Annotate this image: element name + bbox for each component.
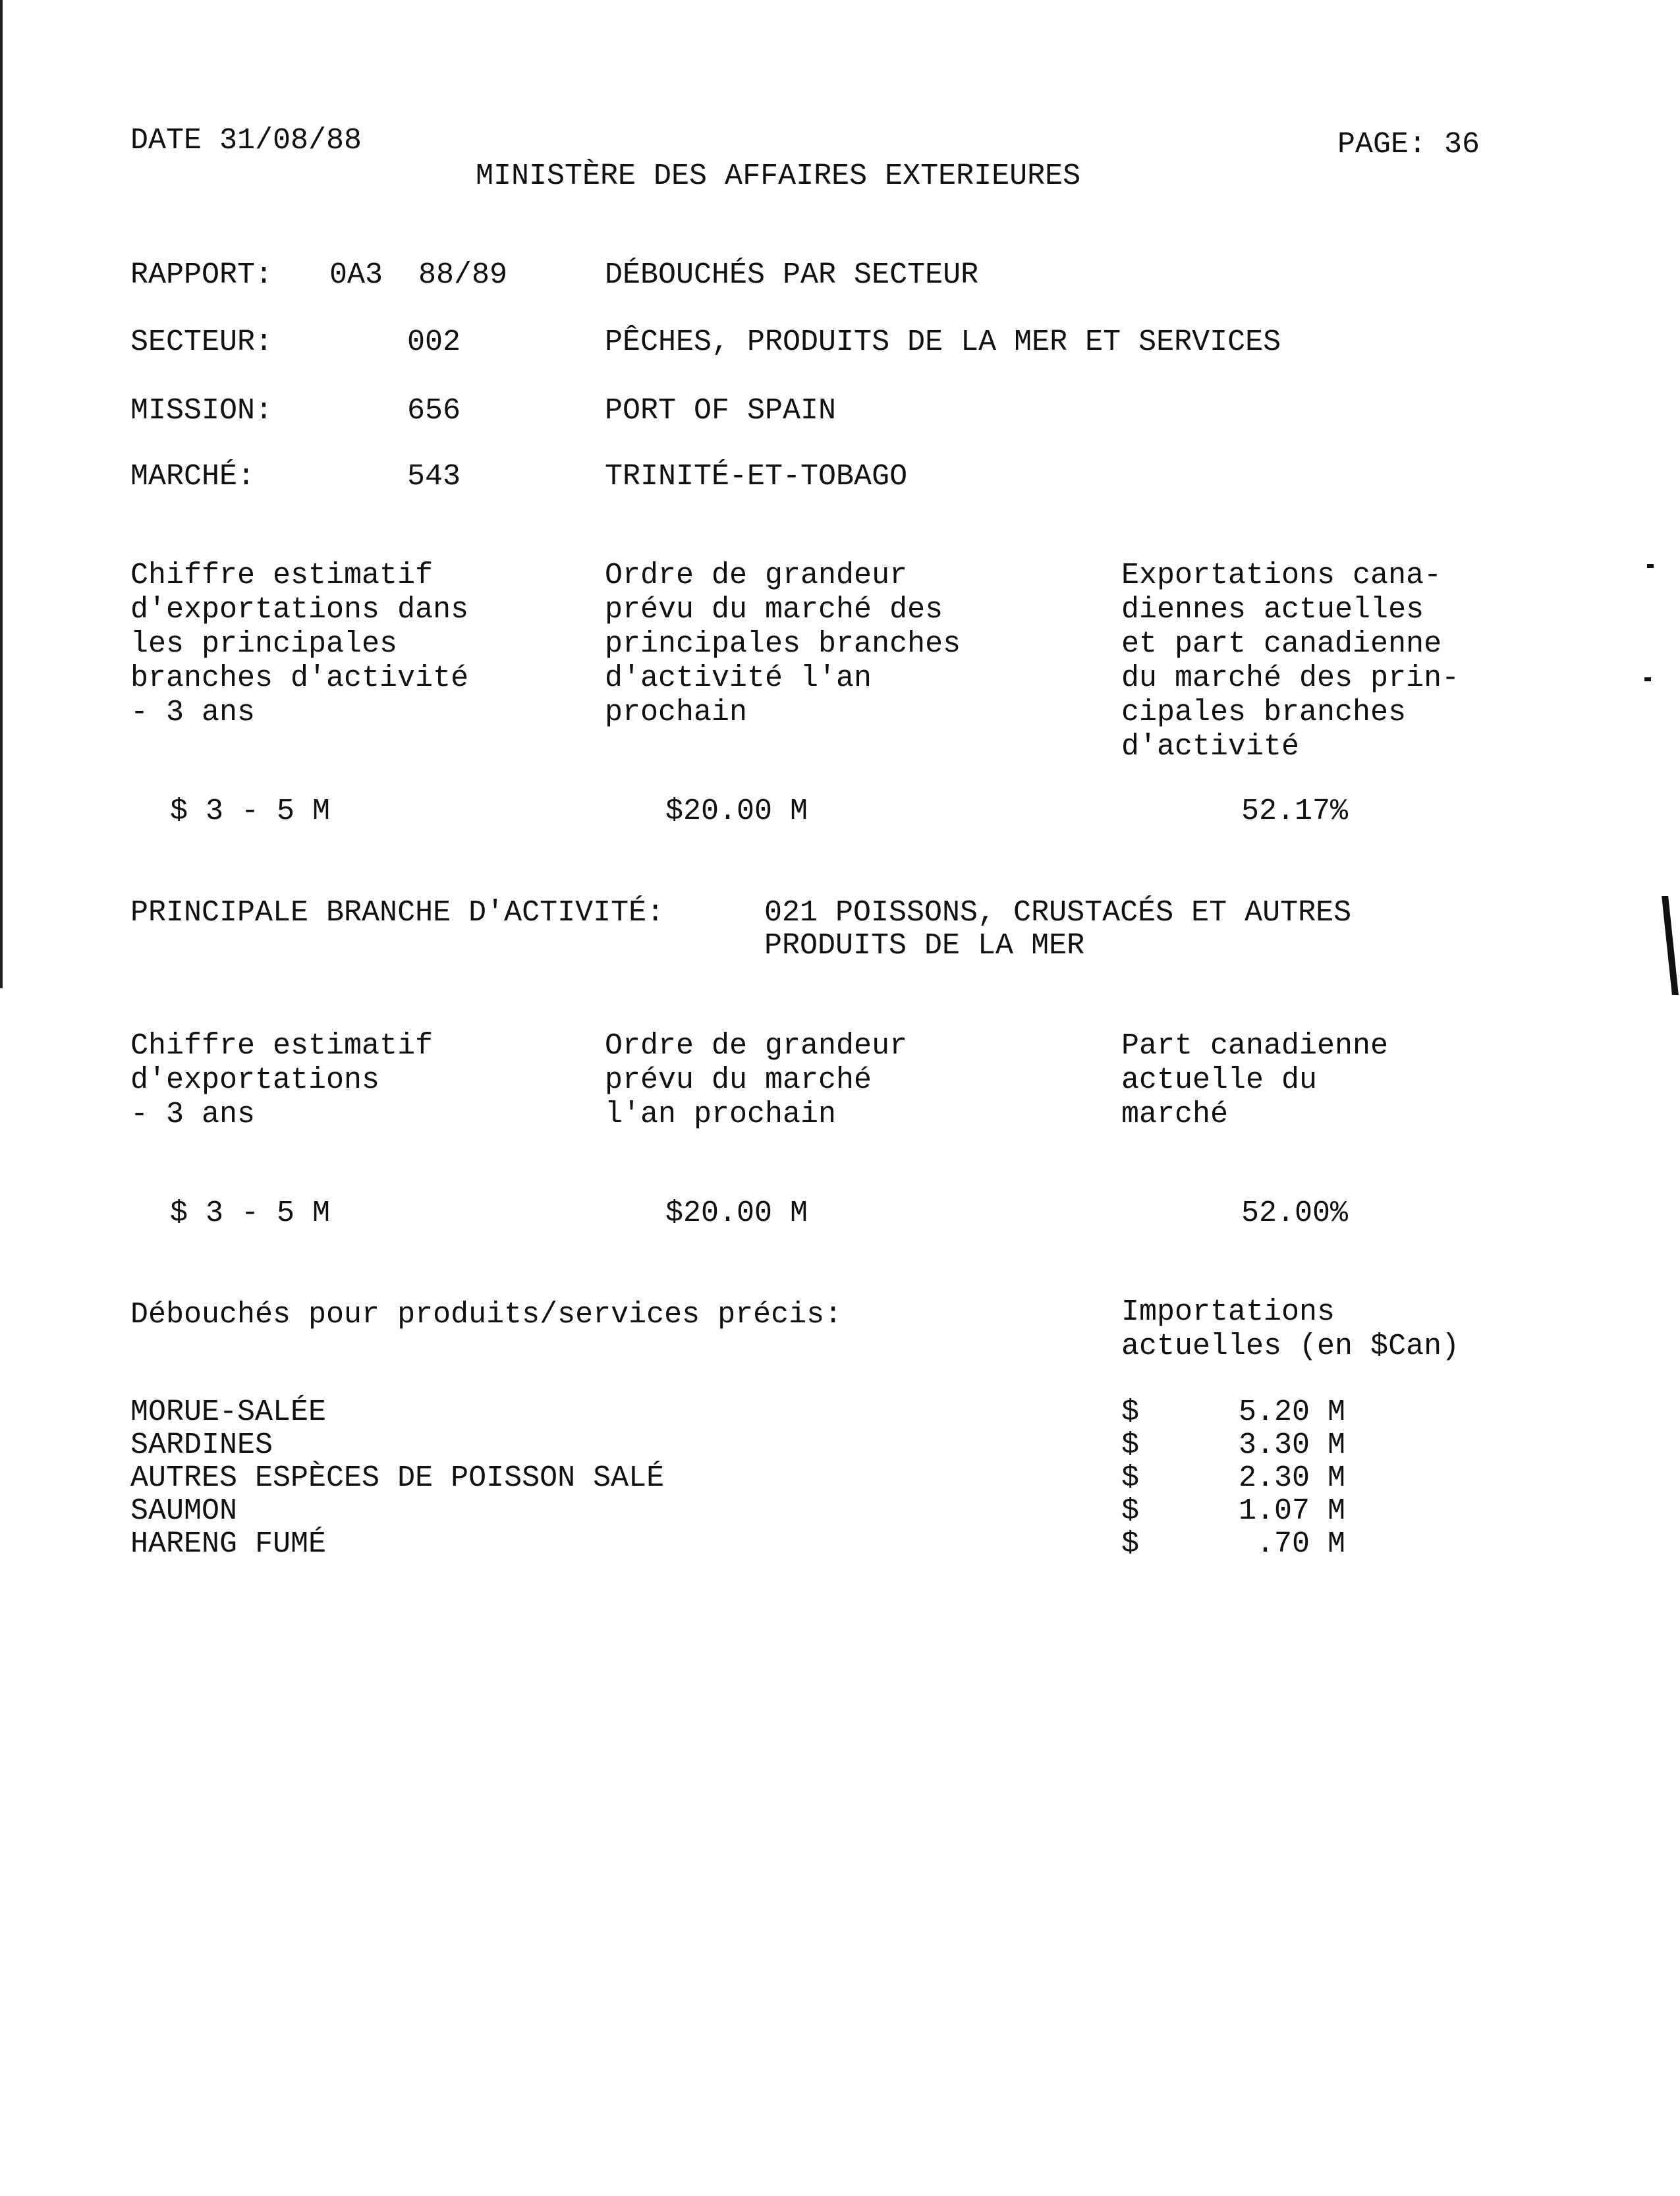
marche-code: 543 bbox=[407, 460, 461, 493]
secteur-label: SECTEUR: bbox=[130, 325, 273, 359]
header-line: du marché des prin- bbox=[1121, 662, 1460, 695]
product-name: AUTRES ESPÈCES DE POISSON SALÉ bbox=[130, 1461, 665, 1495]
header-line: d'activité bbox=[1121, 730, 1300, 764]
header-line: actuelles (en $Can) bbox=[1121, 1330, 1460, 1363]
header-line: Importations bbox=[1121, 1295, 1335, 1329]
marche-label: MARCHÉ: bbox=[130, 460, 256, 493]
header-line: prévu du marché bbox=[605, 1063, 872, 1097]
header-line: les principales bbox=[130, 627, 398, 661]
page-number: PAGE: 36 bbox=[1337, 128, 1480, 161]
sector-col1-header bbox=[130, 559, 468, 730]
import-amounts bbox=[1121, 1395, 1345, 1560]
rapport-label: RAPPORT: bbox=[130, 258, 273, 292]
import-amount: 5.20 M bbox=[1238, 1395, 1345, 1429]
import-amount: 1.07 M bbox=[1238, 1494, 1345, 1528]
header-line: prochain bbox=[605, 696, 748, 729]
product-name: SARDINES bbox=[130, 1428, 273, 1462]
import-amount: .70 M bbox=[1256, 1527, 1345, 1561]
product-name: MORUE-SALÉE bbox=[130, 1395, 327, 1429]
header-line: et part canadienne bbox=[1121, 627, 1442, 661]
header-line: d'exportations dans bbox=[130, 593, 469, 627]
header-line: Ordre de grandeur bbox=[605, 1029, 908, 1063]
currency-symbol: $ bbox=[1121, 1428, 1140, 1462]
import-amount: 2.30 M bbox=[1238, 1461, 1345, 1495]
sector-canadian-share: 52.17% bbox=[1241, 795, 1349, 828]
header-line: Chiffre estimatif bbox=[130, 559, 434, 592]
products-header: Débouchés pour produits/services précis: bbox=[130, 1298, 843, 1332]
branch-market-size: $20.00 M bbox=[665, 1197, 808, 1230]
secteur-code: 002 bbox=[407, 325, 461, 359]
header-line: cipales branches bbox=[1121, 696, 1407, 729]
mission-label: MISSION: bbox=[130, 394, 273, 428]
header-line: diennes actuelles bbox=[1121, 593, 1424, 627]
header-line: - 3 ans bbox=[130, 1098, 256, 1131]
rapport-value: DÉBOUCHÉS PAR SECTEUR bbox=[605, 258, 979, 292]
sector-col3-header bbox=[1121, 559, 1459, 764]
sector-export-estimate: $ 3 - 5 M bbox=[170, 795, 331, 828]
product-name: HARENG FUMÉ bbox=[130, 1527, 327, 1561]
header-line: principales branches bbox=[605, 627, 961, 661]
secteur-value: PÊCHES, PRODUITS DE LA MER ET SERVICES bbox=[605, 325, 1281, 359]
amount-row bbox=[1121, 1461, 1345, 1494]
currency-symbol: $ bbox=[1121, 1527, 1140, 1561]
sector-market-size: $20.00 M bbox=[665, 795, 808, 828]
header-line: Ordre de grandeur bbox=[605, 559, 908, 592]
scan-artifact bbox=[1647, 564, 1654, 568]
mission-code: 656 bbox=[407, 394, 461, 428]
branch-value-line1: 021 POISSONS, CRUSTACÉS ET AUTRES bbox=[764, 896, 1352, 930]
header-line: marché bbox=[1121, 1098, 1229, 1131]
product-name: SAUMON bbox=[130, 1494, 238, 1528]
branch-value-line2: PRODUITS DE LA MER bbox=[764, 929, 1085, 963]
header-line: d'activité l'an bbox=[605, 662, 872, 695]
header-line: prévu du marché des bbox=[605, 593, 943, 627]
branch-col2-header bbox=[605, 1029, 907, 1132]
import-amount: 3.30 M bbox=[1238, 1428, 1345, 1462]
header-line: Part canadienne bbox=[1121, 1029, 1389, 1063]
mission-value: PORT OF SPAIN bbox=[605, 394, 837, 428]
header-line: l'an prochain bbox=[605, 1098, 837, 1131]
amount-row bbox=[1121, 1428, 1345, 1461]
header-line: - 3 ans bbox=[130, 696, 256, 729]
branch-col1-header bbox=[130, 1029, 433, 1132]
amount-row bbox=[1121, 1494, 1345, 1527]
header-line: Chiffre estimatif bbox=[130, 1029, 434, 1063]
branch-export-estimate: $ 3 - 5 M bbox=[170, 1197, 331, 1230]
currency-symbol: $ bbox=[1121, 1395, 1140, 1429]
scan-edge-line bbox=[0, 0, 3, 988]
imports-header bbox=[1121, 1295, 1459, 1364]
header-line: actuelle du bbox=[1121, 1063, 1318, 1097]
scan-artifact bbox=[1644, 677, 1651, 681]
currency-symbol: $ bbox=[1121, 1461, 1140, 1495]
report-date: DATE 31/08/88 bbox=[130, 124, 362, 157]
amount-row bbox=[1121, 1527, 1345, 1560]
sector-col2-header bbox=[605, 559, 961, 730]
rapport-code: 0A3 88/89 bbox=[329, 258, 508, 292]
currency-symbol: $ bbox=[1121, 1494, 1140, 1528]
branch-col3-header bbox=[1121, 1029, 1388, 1132]
product-list bbox=[130, 1395, 664, 1560]
ministry-title: MINISTÈRE DES AFFAIRES EXTERIEURES bbox=[476, 159, 1081, 193]
header-line: d'exportations bbox=[130, 1063, 380, 1097]
amount-row bbox=[1121, 1395, 1345, 1428]
branch-label: PRINCIPALE BRANCHE D'ACTIVITÉ: bbox=[130, 896, 665, 930]
marche-value: TRINITÉ-ET-TOBAGO bbox=[605, 460, 908, 493]
scan-artifact bbox=[1662, 896, 1679, 995]
header-line: branches d'activité bbox=[130, 662, 469, 695]
branch-canadian-share: 52.00% bbox=[1241, 1197, 1349, 1230]
header-line: Exportations cana- bbox=[1121, 559, 1442, 592]
